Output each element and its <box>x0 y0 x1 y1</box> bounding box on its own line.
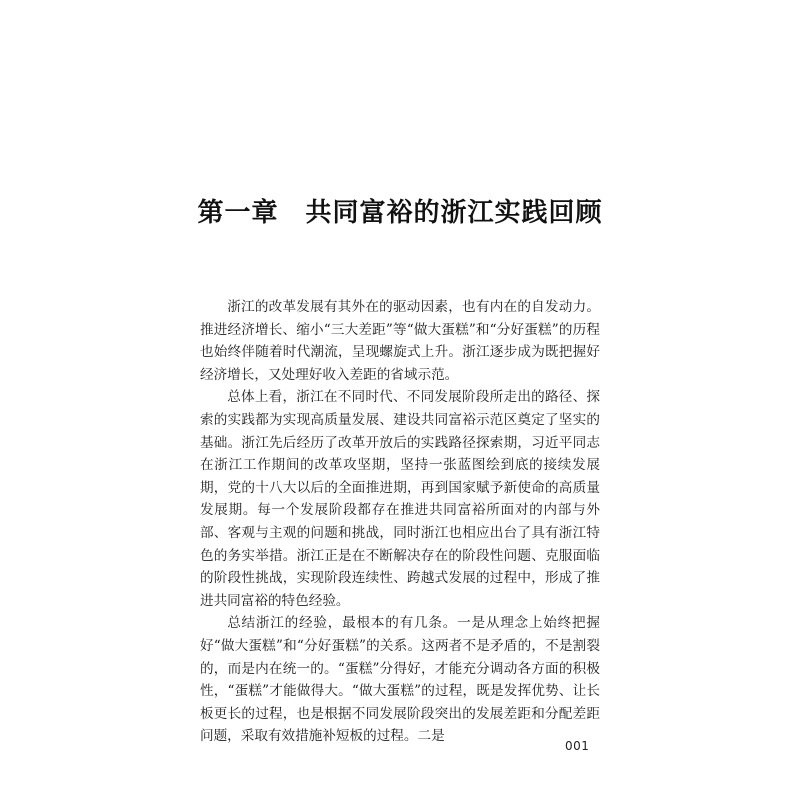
paragraph-intro: 浙江的改革发展有其外在的驱动因素，也有内在的自发动力。推进经济增长、缩小“三大差距”等“做大蛋糕”和“分好蛋糕”的历程也始终伴随着时代潮流，呈现螺旋式上升。浙江逐步成为既把握好经济增长，又处理好收入差距的省域示范。 <box>200 299 600 383</box>
body-text <box>200 296 600 748</box>
page-number: 001 <box>565 739 590 753</box>
paragraph-overview: 总体上看，浙江在不同时代、不同发展阶段所走出的路径、探索的实践都为实现高质量发展、建设共同富裕示范区奠定了坚实的基础。浙江先后经历了改革开放后的实践路径探索期，习近平同志在浙江工作期间的改革攻坚期，坚持一张蓝图绘到底的接续发展期，党的十八大以后的全面推进期，再到国家赋予新使命的高质量发展期。每一个发展阶段都存在推进共同富裕所面对的内部与外部、客观与主观的问题和挑战，同时浙江也相应出台了具有浙江特色的务实举措。浙江正是在不断解决存在的阶段性问题、克服面临的阶段性挑战，实现阶段连续性、跨越式发展的过程中，形成了推进共同富裕的特色经验。 <box>200 389 600 609</box>
chapter-title: 第一章 共同富裕的浙江实践回顾 <box>197 198 603 228</box>
paragraph-experience: 总结浙江的经验，最根本的有几条。一是从理念上始终把握好“做大蛋糕”和“分好蛋糕”的关系。这两者不是矛盾的，不是割裂的，而是内在统一的。“蛋糕”分得好，才能充分调动各方面的积极性，“蛋糕”才能做得大。“做大蛋糕”的过程，既是发挥优势、让长板更长的过程，也是根据不同发展阶段突出的发展差距和分配差距问题，采取有效措施补短板的过程。二是 <box>200 615 600 745</box>
